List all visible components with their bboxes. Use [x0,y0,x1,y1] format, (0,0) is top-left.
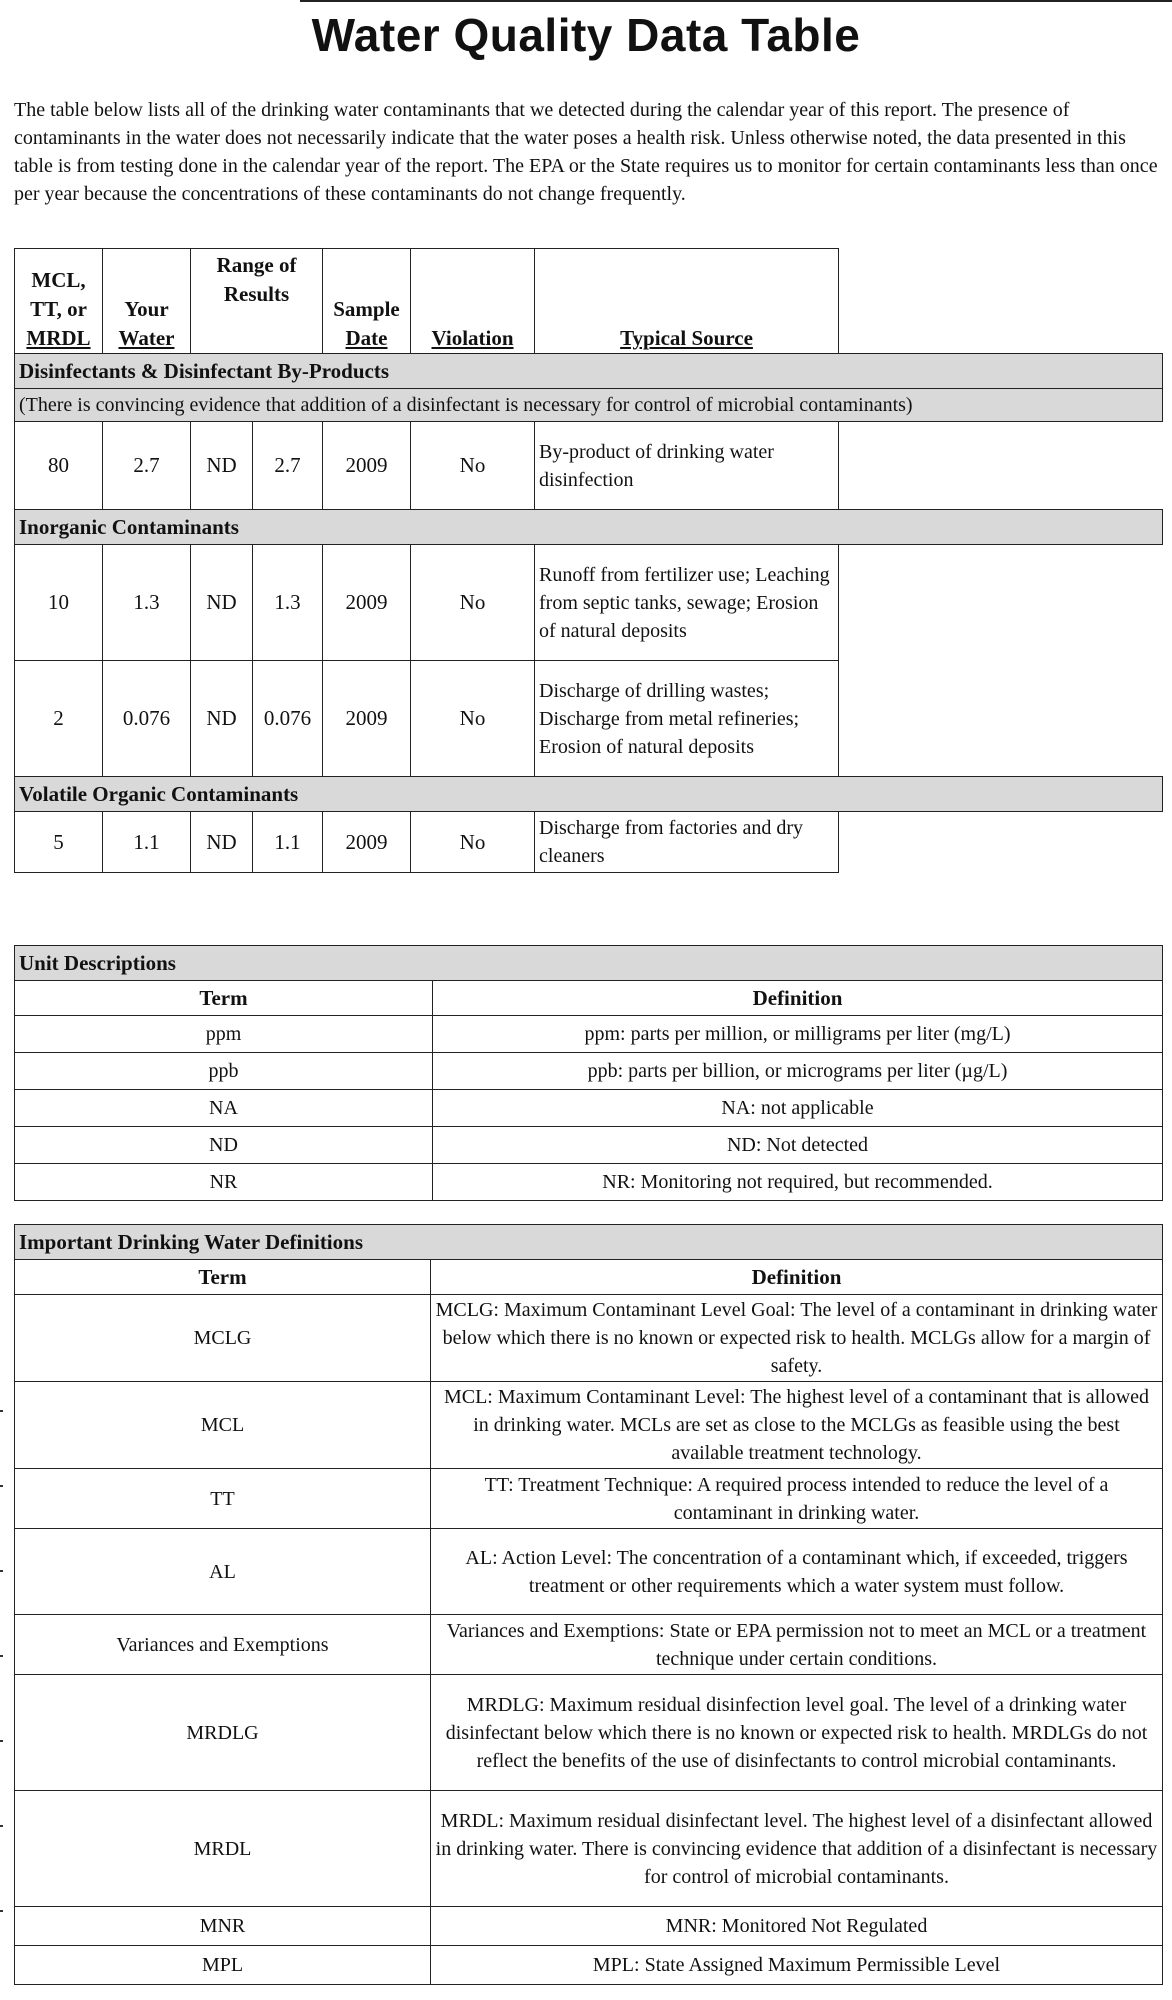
table-row [15,1791,1163,1907]
definitions-definition-header: Definition [431,1260,1163,1295]
unit-definition-header: Definition [433,981,1163,1016]
header-mcl-line2: TT, or [30,297,87,321]
section-note-row [15,389,1163,422]
unit-descriptions-table [14,945,1163,1201]
section-note: (There is convincing evidence that addition of a disinfectant is necessary for control of microbial contaminants) [15,389,1163,422]
definition-text: MCLG: Maximum Contaminant Level Goal: The level of a contaminant in drinking water below which there is no known or expected risk to health. MCLGs allow for a margin of safety. [431,1295,1163,1382]
header-typical-source [535,249,839,354]
definition-text: MNR: Monitored Not Regulated [431,1907,1163,1946]
header-range-line1: Range of [216,253,297,277]
cell-violation: No [411,422,535,510]
header-mcl-line3: MRDL [26,326,91,350]
section-row-volatile-organic [15,777,1163,812]
definitions-table [14,1224,1163,1985]
cell-typical-source: By-product of drinking water disinfection [535,422,839,510]
cell-range-high: 1.1 [253,812,323,873]
cell-sample-date: 2009 [323,422,411,510]
page-title: Water Quality Data Table [311,9,861,61]
cell-violation: No [411,661,535,777]
top-rule [300,0,1172,2]
header-your-water-line1: Your [124,297,169,321]
table-row [15,1615,1163,1675]
margin-tick [0,1825,3,1827]
unit-descriptions-title: Unit Descriptions [15,946,1163,981]
definition-term: MCLG [15,1295,431,1382]
margin-tick [0,1910,3,1912]
header-sample-date [323,249,411,354]
header-date-line1: Sample [333,297,400,321]
intro-paragraph: The table below lists all of the drinking water contaminants that we detected during the calendar year of this report. The presence of contaminants in the water does not necessarily indicate that the water poses a health risk. Unless otherwise noted, the data presented in this table is from testing done in the calendar year of the report. The EPA or the State requires us to monitor for certain contaminants less than once per year because the concentrations of these contaminants do not change frequently. [14,99,1158,205]
definitions-header-row [15,1260,1163,1295]
cell-typical-source: Discharge of drilling wastes; Discharge from metal refineries; Erosion of natural deposits [535,661,839,777]
unit-definition: ppm: parts per million, or milligrams per liter (mg/L) [433,1016,1163,1053]
section-row-disinfectants [15,354,1163,389]
definitions-term-header: Term [15,1260,431,1295]
header-date-line2: Date [345,326,388,350]
table-row [15,1675,1163,1791]
cell-mcl: 10 [15,545,103,661]
unit-definition: NA: not applicable [433,1090,1163,1127]
table-header-row [15,249,1163,354]
header-spacer [839,249,1163,354]
unit-descriptions-caption-row [15,946,1163,981]
cell-range-low: ND [191,812,253,873]
header-mcl-line1: MCL, [31,268,86,292]
definition-term: MCL [15,1382,431,1469]
cell-mcl: 5 [15,812,103,873]
definition-term: TT [15,1469,431,1529]
section-title: Volatile Organic Contaminants [15,777,1163,812]
table-row [15,1016,1163,1053]
definition-text: TT: Treatment Technique: A required process intended to reduce the level of a contaminant in drinking water. [431,1469,1163,1529]
unit-header-row [15,981,1163,1016]
definition-text: MRDL: Maximum residual disinfectant level. The highest level of a disinfectant allowed in drinking water. There is convincing evidence that addition of a disinfectant is necessary for control of microbial contaminants. [431,1791,1163,1907]
header-your-water-line2: Water [118,326,175,350]
table-row [15,1529,1163,1615]
unit-term: ppb [15,1053,433,1090]
definition-term: MRDLG [15,1675,431,1791]
section-row-inorganic [15,510,1163,545]
unit-definition: ppb: parts per billion, or micrograms per liter (µg/L) [433,1053,1163,1090]
header-mcl [15,249,103,354]
unit-term-header: Term [15,981,433,1016]
unit-definition: ND: Not detected [433,1127,1163,1164]
cell-typical-source: Runoff from fertilizer use; Leaching from septic tanks, sewage; Erosion of natural deposits [535,545,839,661]
table-row [15,1295,1163,1382]
header-your-water [103,249,191,354]
definition-text: Variances and Exemptions: State or EPA permission not to meet an MCL or a treatment technique under certain conditions. [431,1615,1163,1675]
cell-sample-date: 2009 [323,661,411,777]
section-title: Inorganic Contaminants [15,510,1163,545]
cell-range-high: 2.7 [253,422,323,510]
cell-your-water: 1.3 [103,545,191,661]
section-title: Disinfectants & Disinfectant By-Products [15,354,1163,389]
unit-term: ppm [15,1016,433,1053]
cell-spacer [839,661,1163,777]
table-row [15,661,1163,777]
cell-your-water: 0.076 [103,661,191,777]
table-row [15,422,1163,510]
table-row [15,1164,1163,1201]
table-row [15,1382,1163,1469]
unit-definition: NR: Monitoring not required, but recommended. [433,1164,1163,1201]
table-row [15,1946,1163,1985]
table-row [15,1127,1163,1164]
header-source-label: Typical Source [620,326,753,350]
cell-sample-date: 2009 [323,545,411,661]
definition-term: Variances and Exemptions [15,1615,431,1675]
cell-violation: No [411,545,535,661]
cell-spacer [839,545,1163,661]
cell-mcl: 80 [15,422,103,510]
table-row [15,1090,1163,1127]
unit-term: NA [15,1090,433,1127]
definitions-title: Important Drinking Water Definitions [15,1225,1163,1260]
margin-tick [0,1410,3,1412]
header-violation [411,249,535,354]
table-row [15,545,1163,661]
cell-spacer [839,422,1163,510]
cell-range-low: ND [191,422,253,510]
cell-range-high: 1.3 [253,545,323,661]
margin-tick [0,1570,3,1572]
cell-typical-source: Discharge from factories and dry cleaners [535,812,839,873]
definitions-caption-row [15,1225,1163,1260]
header-violation-label: Violation [431,326,514,350]
cell-range-high: 0.076 [253,661,323,777]
definition-text: AL: Action Level: The concentration of a contaminant which, if exceeded, triggers treatment or other requirements which a water system must follow. [431,1529,1163,1615]
header-range-of-results [191,249,323,354]
cell-range-low: ND [191,545,253,661]
definition-term: MRDL [15,1791,431,1907]
definition-term: MNR [15,1907,431,1946]
margin-tick [0,1740,3,1742]
definition-term: AL [15,1529,431,1615]
table-row [15,1907,1163,1946]
definition-term: MPL [15,1946,431,1985]
cell-mcl: 2 [15,661,103,777]
water-quality-table [14,248,1163,873]
unit-term: NR [15,1164,433,1201]
margin-tick [0,1655,3,1657]
table-row [15,812,1163,873]
definition-text: MPL: State Assigned Maximum Permissible Level [431,1946,1163,1985]
cell-your-water: 2.7 [103,422,191,510]
definition-text: MCL: Maximum Contaminant Level: The highest level of a contaminant that is allowed in drinking water. MCLs are set as close to the MCLGs as feasible using the best available treatment technology. [431,1382,1163,1469]
cell-spacer [839,812,1163,873]
cell-sample-date: 2009 [323,812,411,873]
margin-tick [0,1485,3,1487]
unit-term: ND [15,1127,433,1164]
cell-range-low: ND [191,661,253,777]
header-range-line2: Results [223,282,290,306]
table-row [15,1469,1163,1529]
definition-text: MRDLG: Maximum residual disinfection level goal. The level of a drinking water disinfectant below which there is no known or expected risk to health. MRDLGs do not reflect the benefits of the use of disinfectants to control microbial contaminants. [431,1675,1163,1791]
cell-your-water: 1.1 [103,812,191,873]
table-row [15,1053,1163,1090]
cell-violation: No [411,812,535,873]
